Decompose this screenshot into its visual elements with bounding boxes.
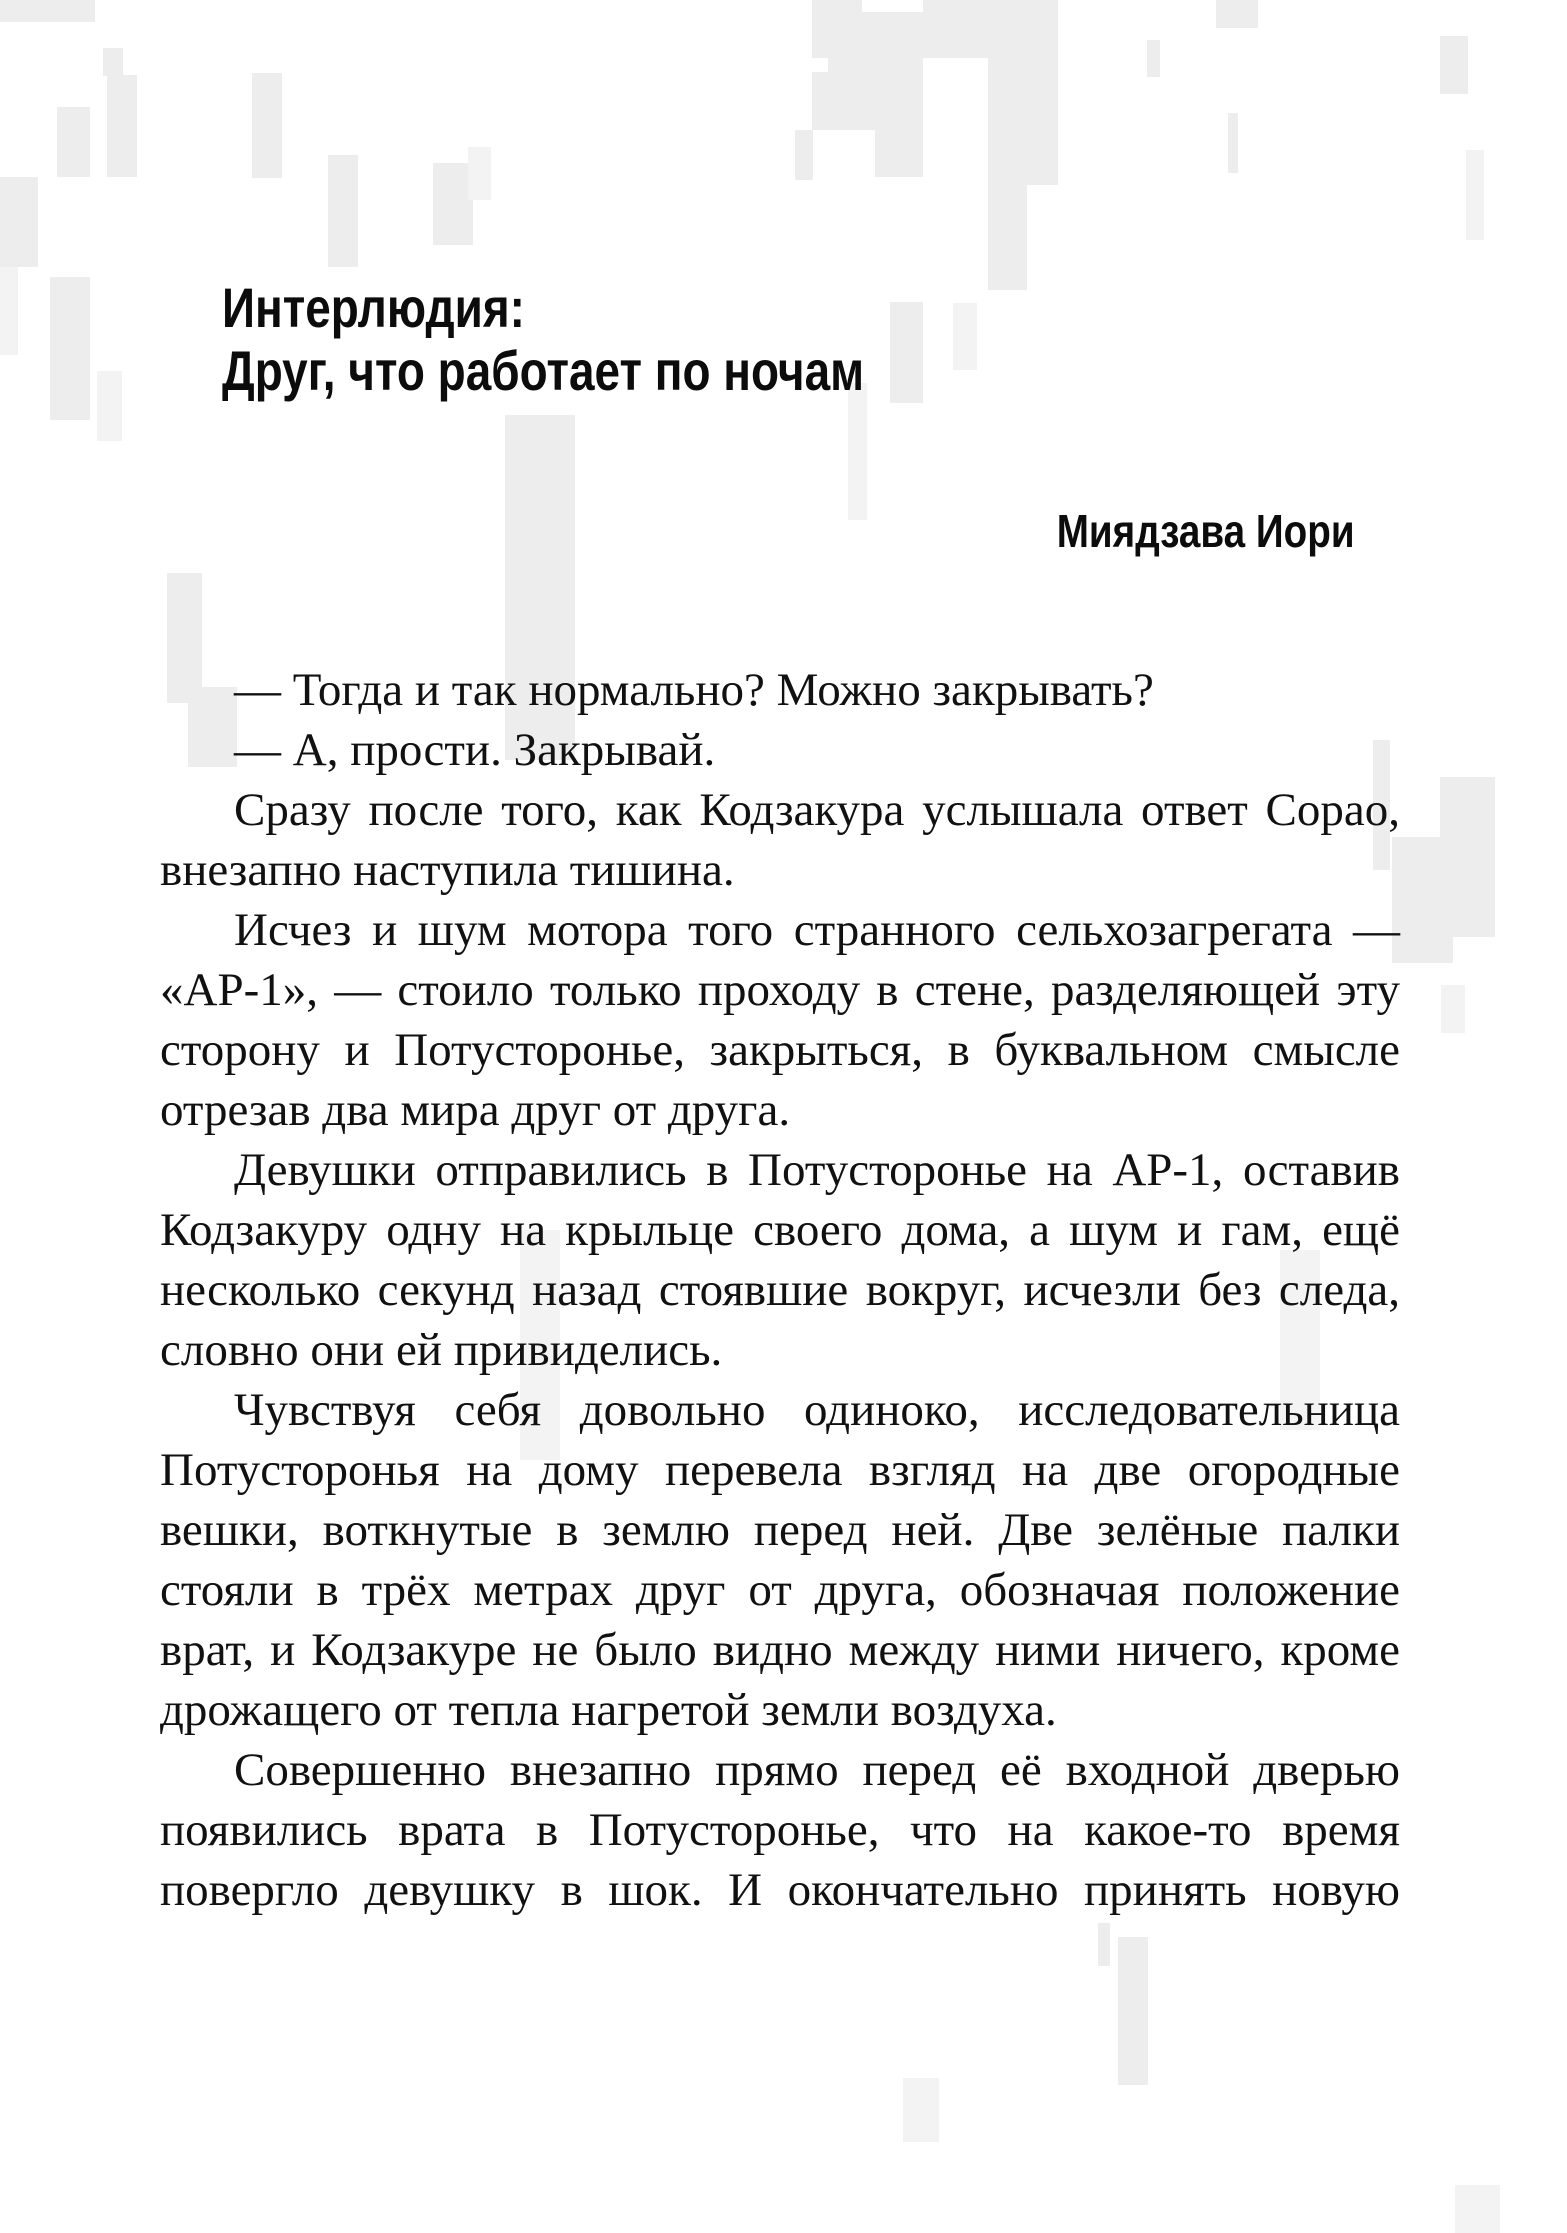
body-text xyxy=(160,660,1400,1920)
pixel-block xyxy=(1440,36,1468,94)
paragraph: — Тогда и так нормально? Можно закрывать? xyxy=(234,664,1154,716)
pixel-block xyxy=(468,147,491,200)
pixel-block xyxy=(953,303,977,370)
pixel-block xyxy=(1118,1937,1148,2085)
paragraph: Сразу после того, как Кодзакура услышала ответ Сорао, внезапно наступила тишина. xyxy=(160,784,1400,896)
pixel-block xyxy=(923,0,988,58)
chapter-title-line-2: Друг, что работает по ночам xyxy=(222,339,865,402)
pixel-block xyxy=(795,130,813,180)
pixel-block xyxy=(97,371,122,441)
pixel-block xyxy=(107,75,137,177)
paragraph: Чувствуя себя довольно одиноко, исследовательница Потусторонья на дому перевела взгляд на две огородные вешки, воткнутые в землю перед ней. Две зелёные палки стояли в трёх метрах друг от друга, обозначая положение врат, и Кодзакуре не было видно между ними ничего, кроме дрожащего от тепла нагретой земли воздуха. xyxy=(160,1384,1400,1736)
pixel-block xyxy=(103,48,123,76)
pixel-block xyxy=(1216,0,1258,28)
chapter-title-line-1: Интерлюдия: xyxy=(222,276,525,339)
paragraph: Совершенно внезапно прямо перед её входной дверью появились врата в Потусторонье, что на какое‑то время повергло девушку в шок. И окончательно принять новую xyxy=(160,1744,1400,1916)
pixel-block xyxy=(0,0,95,22)
pixel-block xyxy=(433,163,473,245)
pixel-block xyxy=(1466,150,1484,240)
pixel-block xyxy=(988,0,1058,185)
pixel-block xyxy=(50,277,90,420)
paragraph: — А, прости. Закрывай. xyxy=(234,724,716,776)
pixel-block xyxy=(0,177,38,267)
pixel-block xyxy=(0,267,18,355)
pixel-block xyxy=(1455,2185,1500,2233)
pixel-block xyxy=(1098,1923,1110,1966)
pixel-block xyxy=(1441,985,1465,1033)
pixel-block xyxy=(988,185,1027,290)
pixel-block xyxy=(252,73,282,178)
author-name: Миядзава Иори xyxy=(1057,505,1355,557)
pixel-block xyxy=(1228,113,1238,173)
chapter-title xyxy=(222,276,864,402)
pixel-block xyxy=(848,383,867,520)
pixel-block xyxy=(1147,40,1160,77)
pixel-block xyxy=(875,37,923,177)
paragraph: Исчез и шум мотора того странного сельхозагрегата — «АР‑1», — стоило только проходу в стене, разделяющей эту сторону и Потусторонье, закрыться, в буквальном смысле отрезав два мира друг от друга. xyxy=(160,904,1400,1136)
pixel-block xyxy=(1392,837,1453,963)
pixel-block xyxy=(890,302,923,403)
paragraph: Девушки отправились в Потусторонье на АР‑1, оставив Кодзакуру одну на крыльце своего дома, а шум и гам, ещё несколько секунд назад стоявшие вокруг, исчезли без следа, словно они ей привиделись. xyxy=(160,1144,1400,1376)
pixel-block xyxy=(1453,870,1495,937)
pixel-block xyxy=(57,107,90,177)
pixel-block xyxy=(812,72,875,130)
pixel-block xyxy=(328,155,358,267)
pixel-block xyxy=(903,2078,939,2142)
